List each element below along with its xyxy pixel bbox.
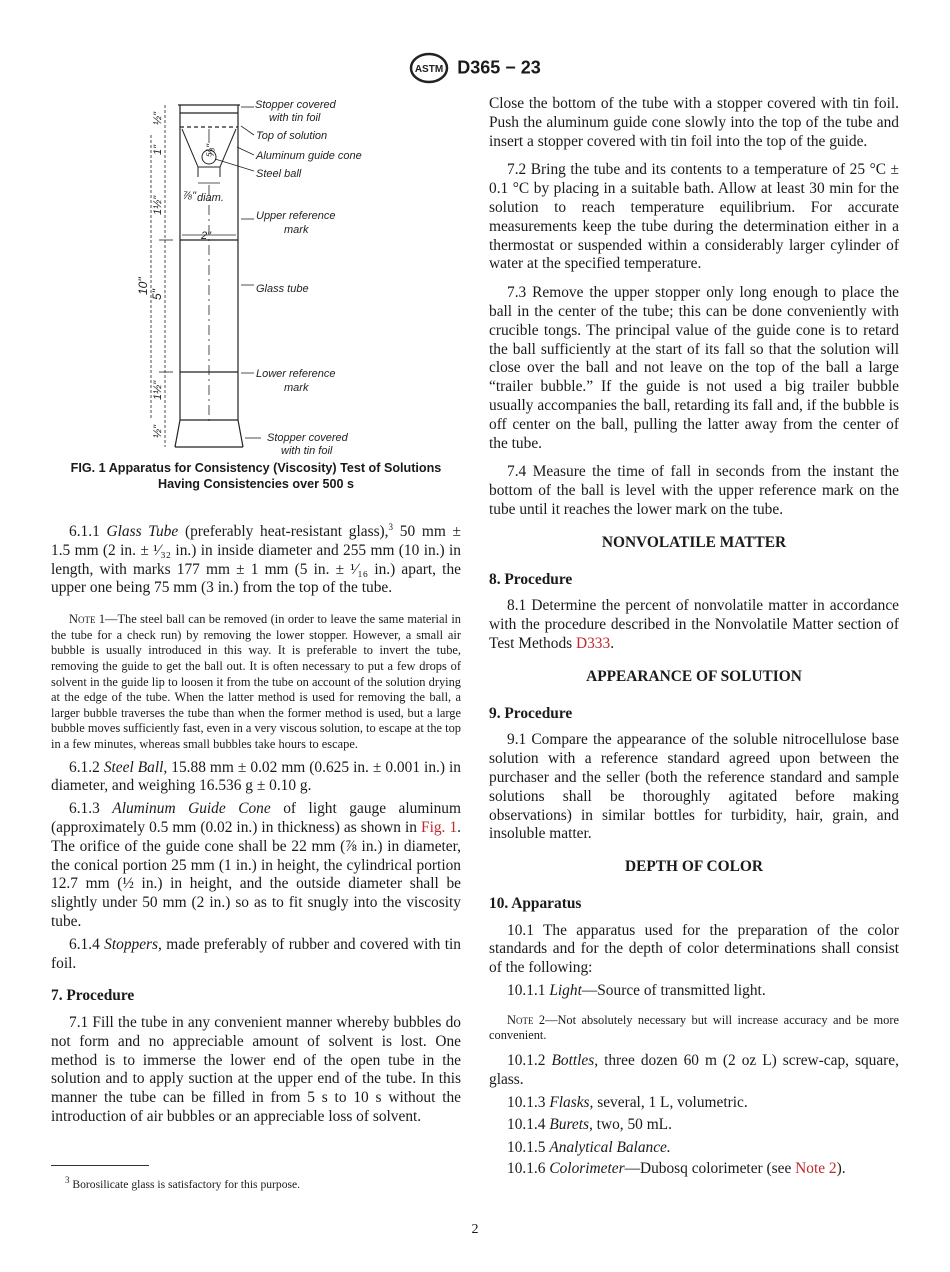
dim-half-top: ½"	[152, 111, 164, 125]
figure-1-apparatus-diagram	[51, 95, 461, 457]
paragraph-7-1-continued: Close the bottom of the tube with a stopper covered with tin foil. Push the aluminum guide cone slowly into the top of the tube and insert a stopper covered with tin foil into the top of the guide.	[489, 95, 899, 150]
section-10-heading: 10. Apparatus	[489, 894, 582, 912]
d333-link[interactable]: D333	[576, 634, 611, 652]
dim-seven-eighths: ⅞"	[183, 190, 197, 202]
section-9-heading: 9. Procedure	[489, 704, 573, 722]
paragraph-10-1-1: 10.1.1 Light—Source of transmitted light.	[507, 982, 766, 1000]
label-guide-cone: Aluminum guide cone	[256, 150, 362, 162]
figure-caption	[51, 461, 461, 492]
document-designation: D365 − 23	[457, 57, 541, 78]
label-top-of-solution: Top of solution	[256, 130, 328, 142]
label-glass-tube: Glass tube	[256, 283, 309, 295]
paragraph-6-1-1: 6.1.1 Glass Tube (preferably heat-resistant glass),$^3$ 50 mm ± 1.5 mm (2 in. ± ¹⁄₃₂ in.) in inside diameter and 255 mm (10 in.) in length, with marks 177 mm ± 1 mm (5 in. ± ¹⁄₁₆ in.) apart, the upper one being 75 mm (3 in.) from the top of the tube.	[51, 521, 461, 597]
dim-ten: 10"	[136, 277, 150, 295]
dim-one-half-top: 1½"	[152, 195, 164, 215]
section-7-heading: 7. Procedure	[51, 987, 135, 1005]
footnote-3: $^3$ Borosilicate glass is satisfactory for this purpose.	[65, 1175, 301, 1191]
figure-caption-line-2: Having Consistencies over 500 s	[158, 476, 354, 491]
paragraph-8-1: 8.1 Determine the percent of nonvolatile matter in accordance with the procedure described in the Nonvolatile Matter section of Test Methods D333.	[489, 597, 899, 652]
dim-one-top: 1"	[152, 144, 164, 155]
section-8-heading: 8. Procedure	[489, 570, 573, 588]
dim-one-half-bottom: 1½"	[152, 380, 164, 400]
fig-1-link[interactable]: Fig. 1	[421, 818, 458, 836]
right-column	[489, 95, 899, 1179]
dim-diam: diam.	[197, 192, 224, 204]
paragraph-10-1-5: 10.1.5 Analytical Balance.	[507, 1139, 671, 1157]
paragraph-10-1-4: 10.1.4 Burets, two, 50 mL.	[507, 1116, 672, 1134]
paragraph-10-1-6: 10.1.6 Colorimeter—Dubosq colorimeter (see Note 2).	[507, 1160, 846, 1178]
note-2-link[interactable]: Note 2	[795, 1160, 837, 1178]
paragraph-6-1-3: 6.1.3 Aluminum Guide Cone of light gauge aluminum (approximately 0.5 mm (0.02 in.) in thickness) as shown in Fig. 1. The orifice of the guide cone shall be 22 mm (⅞ in.) in diameter, the conical portion 25 mm (1 in.) in height, the cylindrical portion 12.7 mm (½ in.) in height, and the outside diameter shall be slightly under 50 mm (2 in.) so as to fit snugly into the viscosity tube.	[51, 800, 461, 930]
paragraph-10-1: 10.1 The apparatus used for the preparation of the color standards and for the depth of color determinations shall consist of the following:	[489, 921, 899, 977]
astm-logo-icon	[409, 52, 449, 84]
paragraph-9-1: 9.1 Compare the appearance of the soluble nitrocellulose base solution with a reference standard agreed upon between the purchaser and the seller (both the reference standard and sample solutions shall be thoroughly agitated before making observations) in similar bottles for turbidity, hair, grain, and insoluble matter.	[489, 731, 899, 843]
paragraph-10-1-3: 10.1.3 Flasks, several, 1 L, volumetric.	[507, 1093, 748, 1111]
paragraph-7-2: 7.2 Bring the tube and its contents to a temperature of 25 °C ± 0.1 °C by placing in a suitable bath. Allow at least 30 min for the solution to reach temperature equilibrium. For accurate measurements keep the tube during the determination either in a thermostat or suspended within a considerably larger cylinder of water at the specified temperature.	[489, 161, 899, 273]
note-1: Note 1—The steel ball can be removed (in order to leave the same material in the tube for a check run) by removing the lower stopper. However, a small air bubble is usually introduced in this way. It is preferable to invert the tube, removing the guide to get the ball out. It is often necessary to put a few drops of solvent in the guide lip to loosen it from the tube on account of the solution drying at the edge of the tube. When the latter method is used for removing the ball, a larger bubble traverses the tube than when the former method is used, but a large bubble moves sufficiently fast, even in a very viscous solution, to escape at the top in a few minutes, whereas small bubbles take hours to escape.	[51, 612, 461, 751]
label-stopper-top: Stopper covered	[255, 99, 336, 111]
paragraph-7-3: 7.3 Remove the upper stopper only long enough to place the ball in the center of the tube; this can be done conveniently with crucible tongs. The principal value of the guide cone is to retard the ball sufficiently at the start of its fall so that the solution will close over the ball and not leave on the top of the ball a large “trailer bubble.” If the guide is not used a big trailer bubble usually accompanies the ball, retarding its fall and, if the bubble is off center on the ball, pulling the latter away from the center of the tube.	[489, 284, 899, 452]
paragraph-7-4: 7.4 Measure the time of fall in seconds from the instant the bottom of the ball is level with the upper reference mark on the tube until it reaches the lower mark on the tube.	[489, 463, 899, 518]
label-stopper-bottom: Stopper covered	[267, 432, 348, 444]
footnote-divider	[51, 1165, 149, 1166]
paragraph-6-1-4: 6.1.4 Stoppers, made preferably of rubber and covered with tin foil.	[51, 935, 461, 972]
note-2: Note 2—Not absolutely necessary but will increase accuracy and be more convenient.	[489, 1012, 899, 1043]
label-lower-mark: Lower reference	[256, 368, 336, 380]
paragraph-6-1-2: 6.1.2 Steel Ball, 15.88 mm ± 0.02 mm (0.625 in. ± 0.001 in.) in diameter, and weighing 16.536 g ± 0.10 g.	[51, 758, 461, 795]
dim-two: 2"	[201, 230, 212, 242]
label-lower-mark-2: mark	[284, 382, 309, 394]
label-steel-ball: Steel ball	[256, 168, 302, 180]
heading-appearance-of-solution: APPEARANCE OF SOLUTION	[586, 667, 802, 685]
dim-five-eighths: ⅝"	[205, 143, 217, 157]
label-upper-mark-2: mark	[284, 224, 309, 236]
paragraph-7-1: 7.1 Fill the tube in any convenient manner whereby bubbles do not form and no appreciable amount of solvent is lost. One method is to immerse the lower end of the open tube in the solution and to apply suction at the upper end of the tube. In this manner the tube can be filled in from 5 s to 10 s without the introduction of air bubbles or an appreciable loss of solvent.	[51, 1014, 461, 1126]
label-stopper-top-2: with tin foil	[269, 112, 321, 124]
dim-half-bottom: ½"	[152, 424, 164, 438]
dim-five: 5"	[150, 289, 164, 300]
left-column	[51, 523, 461, 1127]
label-upper-mark: Upper reference	[256, 210, 336, 222]
astm-logo-text: ASTM	[415, 64, 444, 75]
paragraph-10-1-2: 10.1.2 Bottles, three dozen 60 m (2 oz L) screw-cap, square, glass.	[489, 1052, 899, 1088]
page-number: 2	[471, 1222, 479, 1237]
heading-depth-of-color: DEPTH OF COLOR	[625, 858, 763, 876]
figure-caption-line-1: FIG. 1 Apparatus for Consistency (Viscosity) Test of Solutions	[70, 461, 442, 475]
page-header	[0, 52, 950, 84]
label-stopper-bottom-2: with tin foil	[281, 445, 333, 457]
heading-nonvolatile-matter: NONVOLATILE MATTER	[601, 533, 787, 551]
